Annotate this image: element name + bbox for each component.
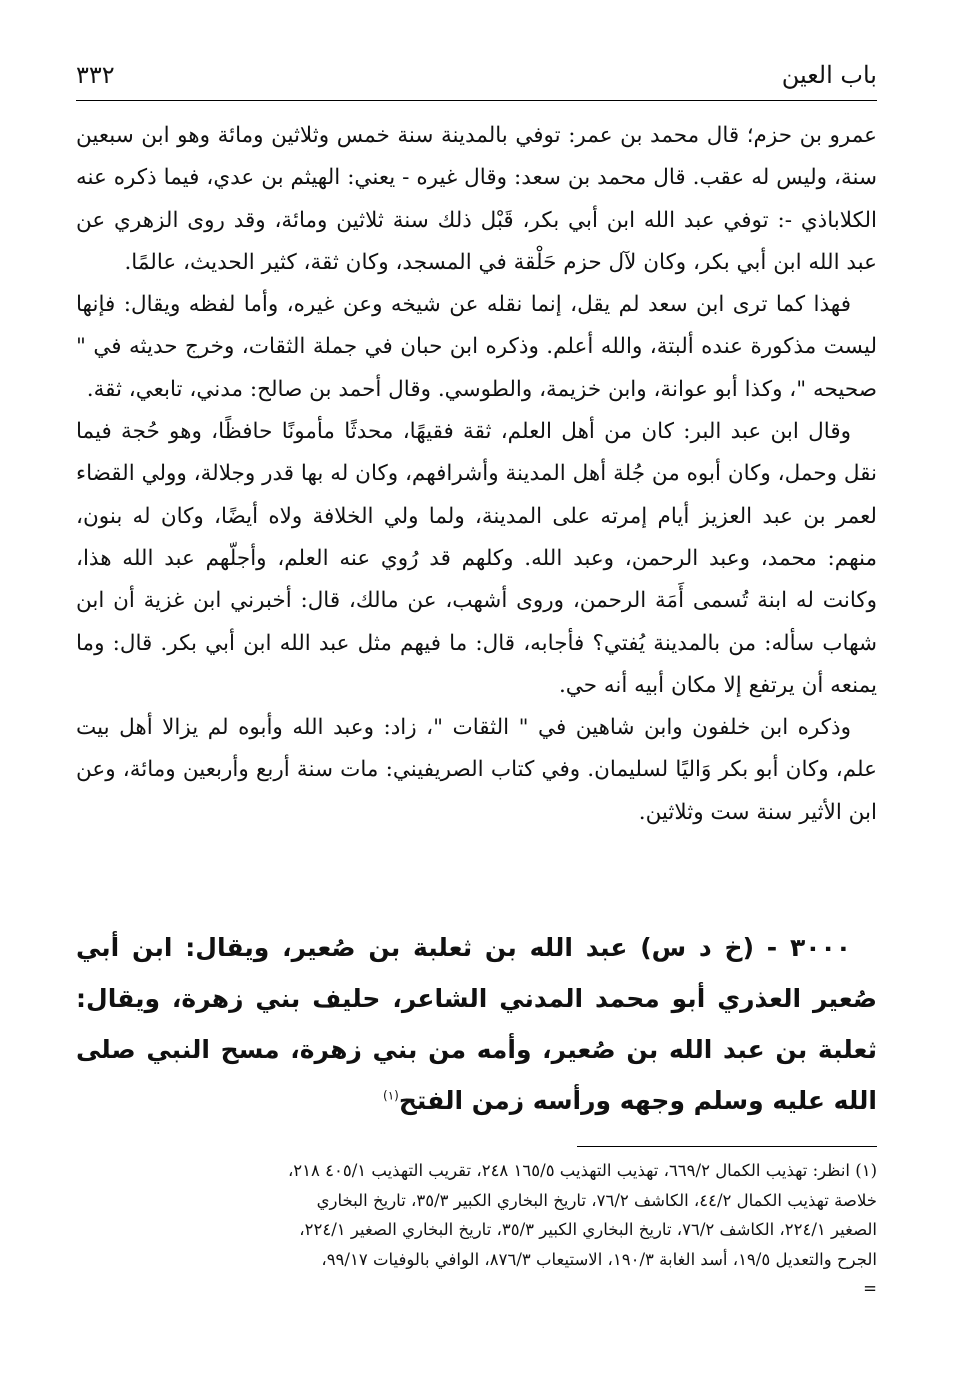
paragraph: وذكره ابن خلفون وابن شاهين في " الثقات "، زاد: وعبد الله وأبوه لم يزالا أهل بيت علم، وكان أبو بكر وَاليًا لسليمان. وفي كتاب الصريفيني: مات سنة أربع وأربعين ومائة، وعن ابن الأثير سنة ست وثلاثين.	[76, 715, 877, 825]
running-header	[76, 58, 877, 98]
footnote-divider	[577, 1146, 877, 1147]
footnote-line: الصغير ٢٢٤/١، الكاشف ٧٦/٢، تاريخ البخاري الكبير ٣٥/٣، تاريخ البخاري الصغير ٢٢٤/١،	[299, 1220, 877, 1239]
header-divider	[76, 100, 877, 101]
main-text	[76, 115, 877, 834]
paragraph: وقال ابن عبد البر: كان من أهل العلم، ثقة فقيهًا، محدثًا مأمونًا حافظًا، وهو حُجة فيما نقل وحمل، وكان أبوه من جُلة أهل المدينة وأشرافهم، وكان له بها قدر وجلالة، وولي القضاء لعمر بن عبد العزيز أيام إمرته على المدينة، ولما ولي الخلافة ولاه أيضًا، وكان له بنون، منهم: محمد، وعبد الرحمن، وعبد الله. وكلهم قد رُوي عنه العلم، وأجلّهم عبد الله هذا، وكانت له ابنة تُسمى أَمَة الرحمن، وروى أشهب، عن مالك، قال: أخبرني ابن غزية أن ابن شهاب سأله: من بالمدينة يُفتي؟ فأجابه، قال: ما فيهم مثل عبد الله ابن أبي بكر. قال: وما يمنعه أن يرتفع إلا مكان أبيه أنه حي.	[76, 419, 877, 698]
paragraph: فهذا كما ترى ابن سعد لم يقل، إنما نقله عن شيخه وعن غيره، وأما لفظه ويقال: فإنها ليست مذكورة عنده ألبتة، والله أعلم. وذكره ابن حبان في جملة الثقات، وخرج حديثه في " صحيحه "، وكذا أبو عوانة، وابن خزيمة، والطوسي. وقال أحمد بن صالح: مدني، تابعي، ثقة.	[76, 292, 877, 402]
footnote-line: الجرح والتعديل ١٩/٥، أسد الغابة ١٩٠/٣، الاستيعاب ٨٧٦/٣، الوافي بالوفيات ٩٩/١٧،	[321, 1249, 877, 1269]
biography-entry-heading	[76, 922, 877, 1126]
entry-text: ٣٠٠٠ - (خ د س) عبد الله بن ثعلبة بن صُعير، ويقال: ابن أبي صُعير العذري أبو محمد المدني الشاعر، حليف بني زهرة، ويقال: ثعلبة بن عبد الله بن صُعير، وأمه من بني زهرة، مسح النبي صلى الله عليه وسلم وجهه ورأسه زمن الفتح	[76, 933, 877, 1115]
page-number: ٣٣٢	[76, 61, 115, 89]
paragraph: عمرو بن حزم؛ قال محمد بن عمر: توفي بالمدينة سنة خمس وثلاثين ومائة وهو ابن سبعين سنة، وليس له عقب. قال محمد بن سعد: وقال غيره - يعني: الهيثم بن عدي، فيما ذكره عنه الكلاباذي -: توفي عبد الله ابن أبي بكر، قَبْل ذلك سنة ثلاثين ومائة، وقد روى الزهري عن عبد الله ابن أبي بكر، وكان لآل حزم حَلْقة في المسجد، وكان ثقة، كثير الحديث، عالمًا.	[76, 123, 877, 275]
footnote-line: خلاصة تهذيب الكمال ٤٤/٢، الكاشف ٧٦/٢، تاريخ البخاري الكبير ٣٥/٣، تاريخ البخاري	[316, 1190, 877, 1210]
footnote	[76, 1156, 877, 1304]
footnote-reference: (١)	[383, 1088, 399, 1103]
chapter-title: باب العين	[781, 61, 877, 89]
footnote-continuation-mark: =	[863, 1279, 877, 1298]
footnote-line: (١) انظر: تهذيب الكمال ٦٦٩/٢، تهذيب التهذيب ١٦٥/٥ ٢٤٨، تقريب التهذيب ٤٠٥/١ ٢١٨،	[287, 1161, 877, 1180]
